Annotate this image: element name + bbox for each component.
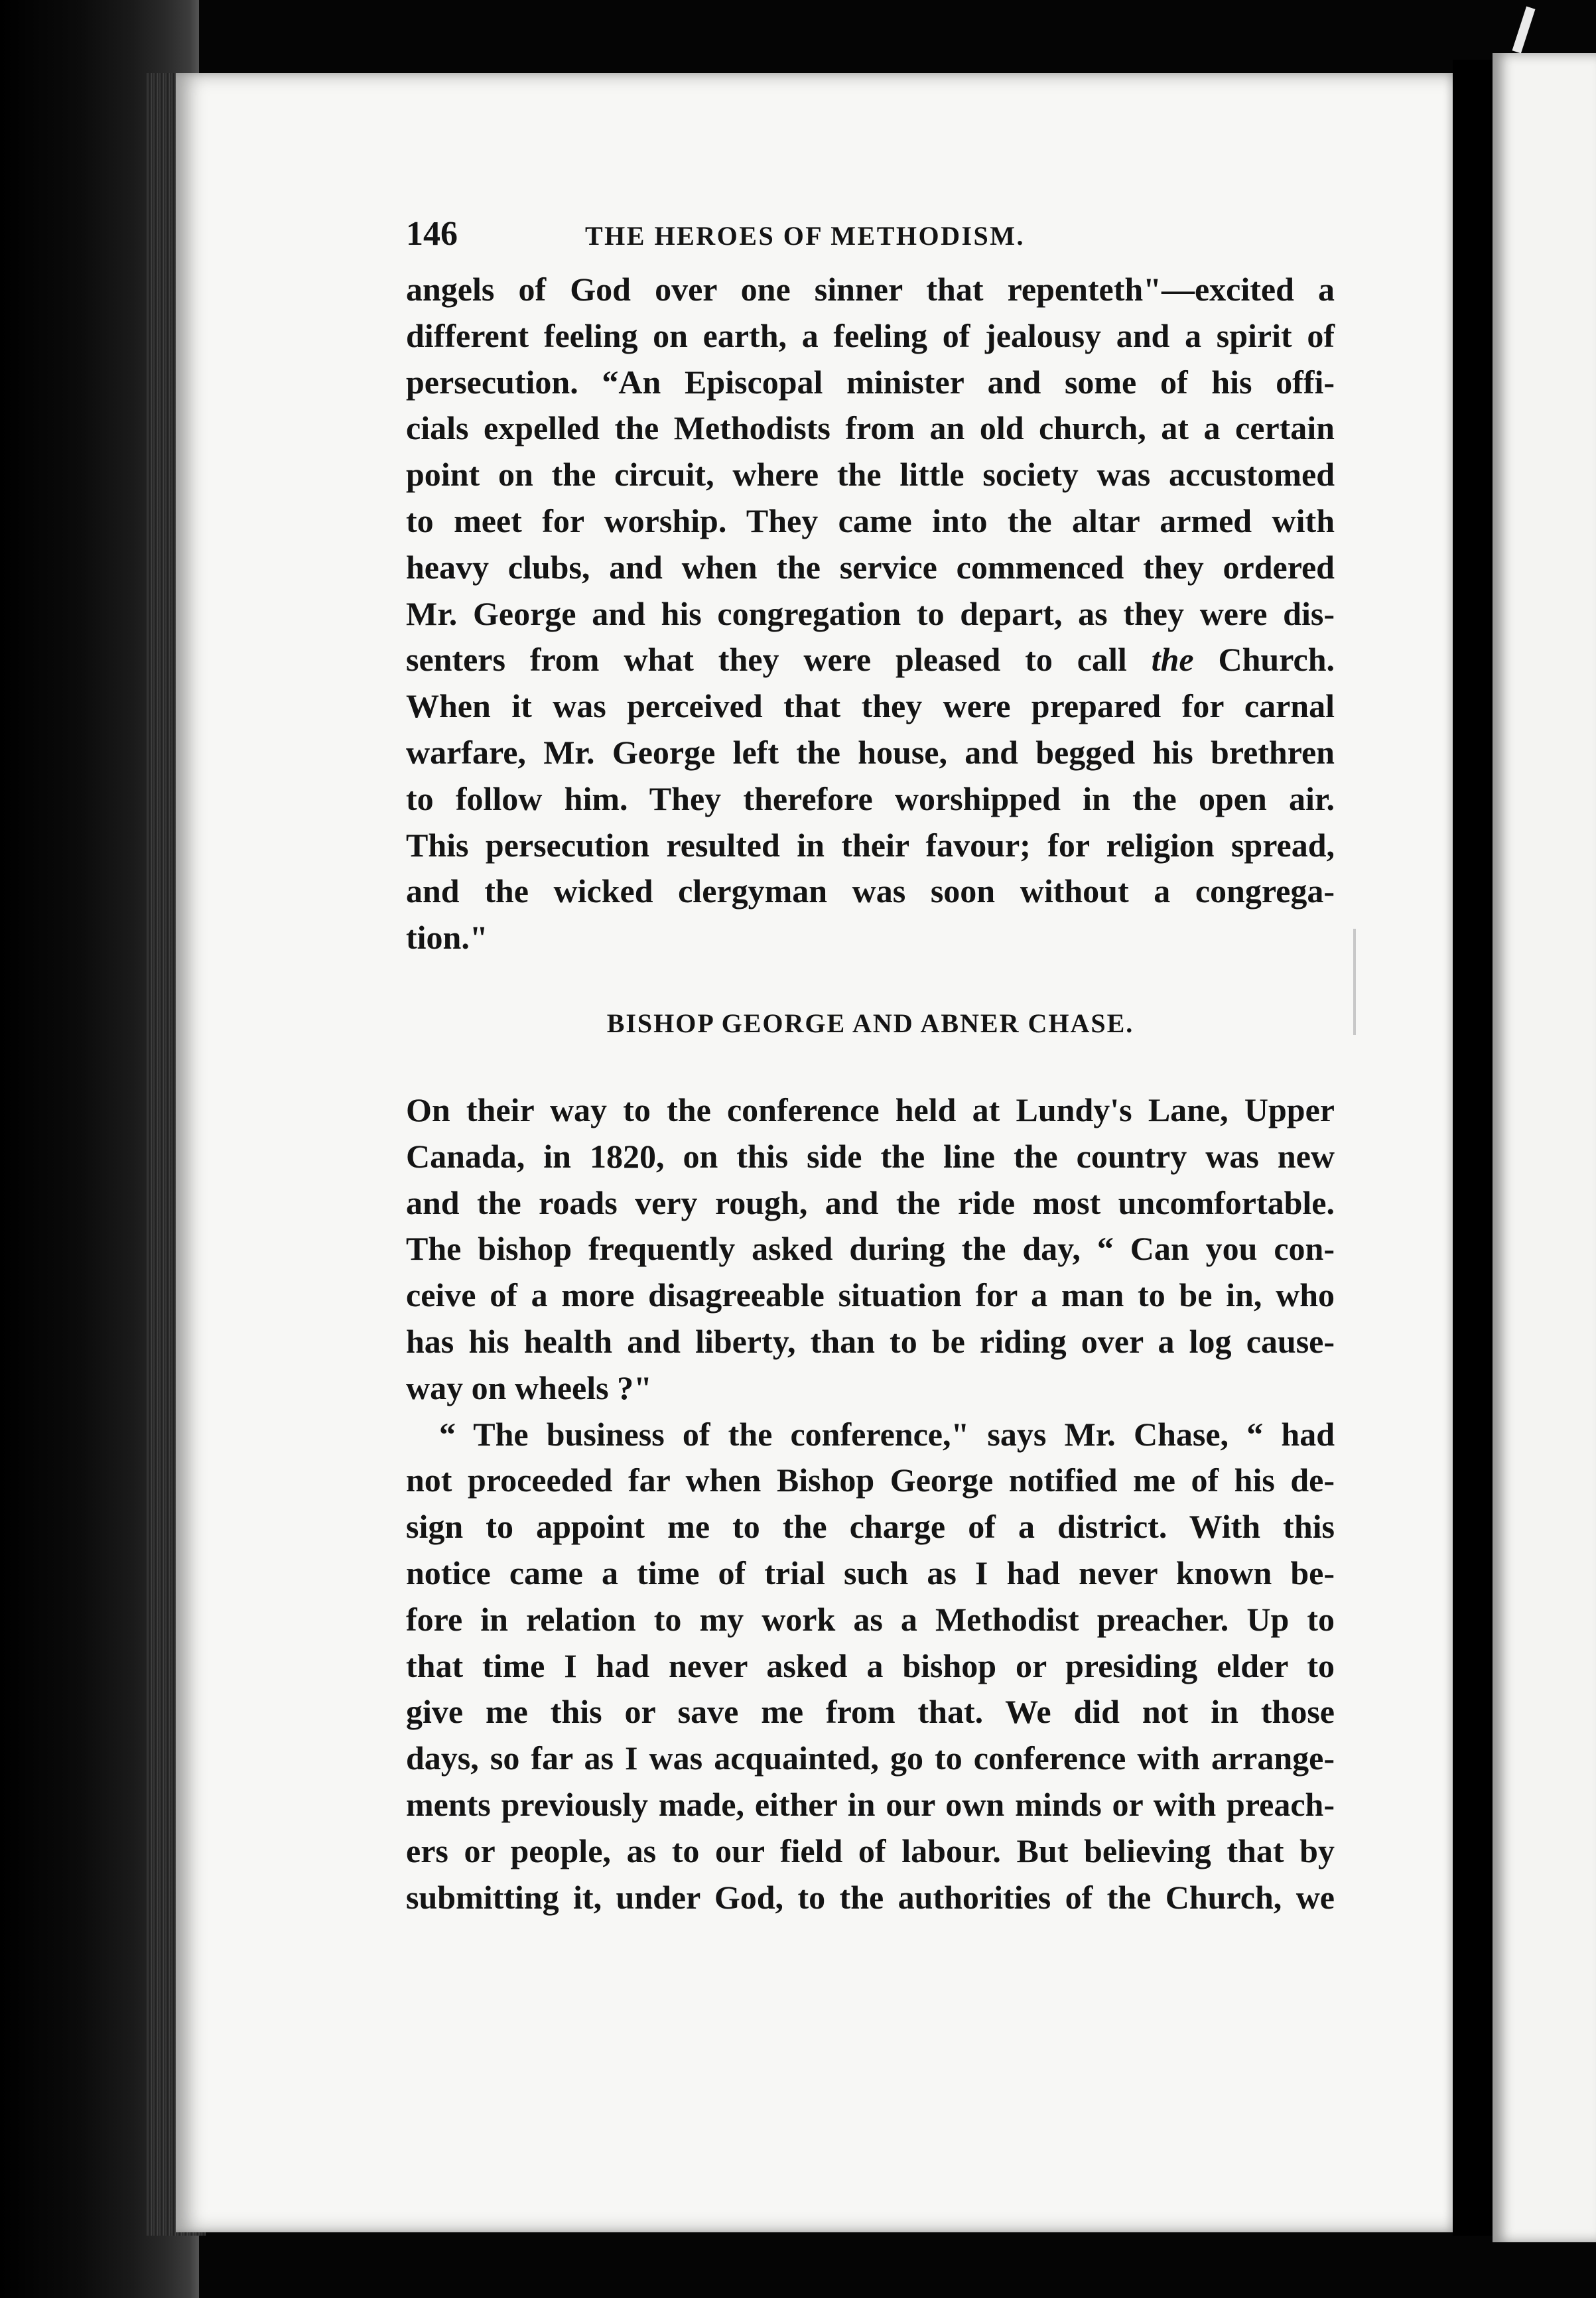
scan-artifact	[1353, 929, 1356, 1035]
text-line: notice came a time of trial such as I had never known be-	[406, 1554, 1335, 1591]
running-title: THE HEROES OF METHODISM.	[585, 221, 1026, 251]
text-line: point on the circuit, where the little society was accustomed	[406, 456, 1335, 494]
text-segment: senters from what they were pleased to call	[406, 641, 1127, 679]
text-line: has his health and liberty, than to be riding over a log cause-	[406, 1322, 1335, 1360]
text-line: fore in relation to my work as a Methodist preacher. Up to	[406, 1600, 1335, 1638]
book-gutter	[1453, 60, 1493, 2236]
paragraph-3	[406, 1412, 1335, 1921]
text-line: warfare, Mr. George left the house, and begged his brethren	[406, 733, 1335, 771]
page-text	[406, 211, 1335, 1921]
text-line: different feeling on earth, a feeling of jealousy and a spirit of	[406, 316, 1335, 354]
text-line: tion."	[406, 919, 488, 957]
text-line: to follow him. They therefore worshipped in the open air.	[406, 779, 1335, 817]
text-line: submitting it, under God, to the authorities of the Church, we	[406, 1878, 1335, 1916]
text-line: On their way to the conference held at Lundy's Lane, Upper	[406, 1091, 1335, 1128]
paragraph-2	[406, 1087, 1335, 1412]
text-line: Mr. George and his congregation to depart, as they were dis-	[406, 594, 1335, 632]
section-heading: BISHOP GEORGE AND ABNER CHASE.	[606, 1008, 1134, 1038]
text-line: angels of God over one sinner that repenteth"—excited a	[406, 271, 1335, 308]
text-line: This persecution resulted in their favour; for religion spread,	[406, 826, 1335, 864]
text-line: and the roads very rough, and the ride most uncomfortable.	[406, 1183, 1335, 1221]
facing-page-edge	[1493, 53, 1596, 2242]
text-line: Canada, in 1820, on this side the line the country was new	[406, 1137, 1335, 1175]
text-line: way on wheels ?"	[406, 1369, 652, 1406]
running-head	[406, 211, 1335, 260]
text-segment: Church.	[1218, 641, 1335, 679]
text-line: heavy clubs, and when the service commenced they ordered	[406, 548, 1335, 586]
italic-word: the	[1151, 641, 1194, 679]
corner-mark	[1512, 7, 1536, 54]
text-line-mixed	[406, 637, 1335, 683]
text-line: When it was perceived that they were prepared for carnal	[406, 687, 1335, 725]
text-line: give me this or save me from that. We did not in those	[406, 1693, 1335, 1731]
text-line: “ The business of the conference," says Mr. Chase, “ had	[439, 1415, 1335, 1453]
page-number: 146	[406, 215, 458, 253]
text-line: to meet for worship. They came into the altar armed with	[406, 502, 1335, 539]
text-line: persecution. “An Episcopal minister and some of his offi-	[406, 363, 1335, 401]
text-line: The bishop frequently asked during the day, “ Can you con-	[406, 1230, 1335, 1268]
text-line: ments previously made, either in our own minds or with preach-	[406, 1785, 1335, 1823]
text-line: sign to appoint me to the charge of a district. With this	[406, 1508, 1335, 1546]
text-line: ceive of a more disagreeable situation for a man to be in, who	[406, 1276, 1335, 1314]
text-line: cials expelled the Methodists from an old church, at a certain	[406, 409, 1335, 447]
text-line: days, so far as I was acquainted, go to conference with arrange-	[406, 1739, 1335, 1777]
text-line: not proceeded far when Bishop George notified me of his de-	[406, 1461, 1335, 1499]
text-line: ers or people, as to our field of labour. But believing that by	[406, 1832, 1335, 1869]
text-line: and the wicked clergyman was soon without a congrega-	[406, 872, 1335, 910]
paragraph-1	[406, 267, 1335, 961]
text-line: that time I had never asked a bishop or presiding elder to	[406, 1647, 1335, 1684]
